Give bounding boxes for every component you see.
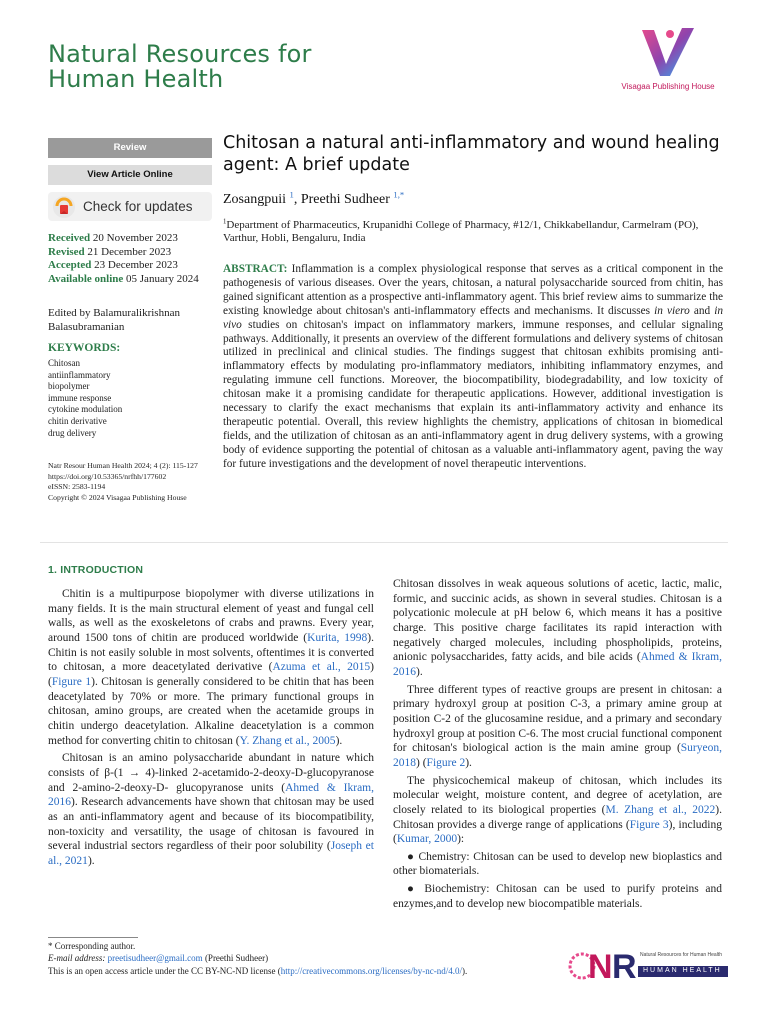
- check-updates-icon: [52, 195, 76, 219]
- footnote-rule: [48, 937, 138, 938]
- license-link[interactable]: http://creativecommons.org/licenses/by-nc-nd/4.0/: [280, 966, 462, 977]
- paragraph: Chitin is a multipurpose biopolymer with diverse utilizations in many fields. It is the main structural element of yeast and fungal cell walls, as well as the exoskeletons of crabs and prawns. Every year, around 1500 tons of chitin are produced worldwide (Kurita, 1998). Chitin is not easily soluble in most solvents, oftentimes it is converted to chitosan, a more deacetylated derivative (Azuma et al., 2015) (Figure 1). Chitosan is generally considered to be chitin that has been deacetylated by 70% or more. The primary functional groups in chitosan, amino groups, are created when the acetamide groups in chitin undergo deacetylation. Alkaline deacetylation is a common method for converting chitin to chitosan (Y. Zhang et al., 2005).: [48, 588, 374, 747]
- figure-link[interactable]: Figure 2: [426, 756, 466, 769]
- keyword: immune response: [48, 392, 112, 403]
- journal-title: [48, 42, 312, 92]
- eissn: eISSN: 2583-1194: [48, 482, 106, 492]
- citation-link[interactable]: Ahmed & Ikram, 2016: [393, 651, 722, 678]
- author-name: Zosangpuii: [223, 192, 286, 207]
- keyword: drug delivery: [48, 427, 97, 438]
- bullet-item: ● Biochemistry: Chitosan can be used to purify proteins and enzymes,and to develop new biocompatible materials.: [393, 883, 722, 910]
- email-link[interactable]: preetisudheer@gmail.com: [107, 952, 203, 963]
- date-revised: Revised 21 December 2023: [48, 245, 172, 258]
- keyword: cytokine modulation: [48, 404, 123, 415]
- nrhh-logo: [568, 944, 728, 988]
- keyword: antiinflammatory: [48, 369, 111, 380]
- check-updates-label: Check for updates: [83, 199, 193, 214]
- svg-text:N: N: [588, 948, 613, 986]
- review-badge: Review: [48, 138, 212, 158]
- date-accepted: Accepted 23 December 2023: [48, 259, 178, 271]
- publisher-logo-icon: [612, 24, 724, 84]
- affiliation-marker[interactable]: 1: [289, 189, 294, 200]
- citation-link[interactable]: Kurita, 1998: [307, 631, 368, 644]
- publisher-logo-text: Visagaa Publishing House: [621, 82, 715, 91]
- section-heading-introduction: 1. INTRODUCTION: [48, 564, 144, 576]
- copyright: Copyright © 2024 Visagaa Publishing House: [48, 492, 187, 502]
- nrhh-logo-small-text: Natural Resources for Human Health: [640, 952, 722, 958]
- citation-link[interactable]: Suryeon, 2018: [393, 742, 722, 769]
- body-column-right: [393, 577, 722, 911]
- figure-link[interactable]: Figure 1: [51, 675, 92, 688]
- section-divider: [40, 542, 728, 543]
- citation-link[interactable]: Azuma et al., 2015: [272, 661, 371, 674]
- keywords-list: [48, 358, 122, 439]
- keyword: biopolymer: [48, 381, 90, 392]
- author-list: Zosangpuii $^1$, Preethi Sudheer $^{1,*}$: [223, 189, 405, 207]
- edited-by: Edited by Balamuralikrishnan Balasubramanian: [48, 307, 180, 333]
- paragraph: The physicochemical makeup of chitosan, which includes its molecular weight, moisture content, and degree of acetylation, are closely related to its biological properties (M. Zhang et al., 2022). Chitosan provides a diverge range of applications (Figure 3), including (Kumar, 2000):: [393, 774, 723, 846]
- article-title: Chitosan a natural anti-inflammatory and wound healing agent: A brief update: [223, 133, 720, 175]
- affiliation-marker[interactable]: 1,*: [393, 189, 405, 200]
- svg-text:R: R: [612, 948, 637, 986]
- doi-link[interactable]: https://doi.org/10.53365/nrfhh/177602: [48, 471, 167, 481]
- article-meta: [48, 461, 218, 503]
- abstract: ABSTRACT: Inflammation is a complex physiological response that serves as a critical component in the pathogenesis of various diseases. Over the years, chitosan, a natural polysaccharide sourced from chitin, has gained significant attention as a prospective anti-inflammatory agent. This brief review aims to summarize the existing knowledge about chitosan's anti-inflammatory effects and mechanisms. It discusses in viero and in vivo studies on chitosan's impact on inflammatory markers, immune responses, and cellular signaling pathways. Additionally, it presents an overview of the different formulations and delivery systems of chitosan utilized in preclinical and clinical studies. The findings suggest that chitosan exhibits promising anti-inflammatory effects by modulating pro-inflammatory mediators, inhibiting inflammatory enzymes, and regulating immune cell functions. Moreover, the biocompatibility, biodegradability, and low toxicity of chitosan make it a promising candidate for therapeutic applications. However, additional investigation is necessary to clarify the exact mechanisms that explain its anti-inflammatory activity and enhance its therapeutic potential. Overall, this review highlights the chemistry, applications of chitosan in biomedical fields, and the utilization of chitosan as an anti-inflammatory agent in drug delivery systems, with a growing body of evidence supporting the potential of chitosan as a valuable anti-inflammatory agent, paving the way for future investigations and the development of novel therapeutic interventions.: [223, 263, 723, 470]
- body-column-left: [48, 587, 374, 868]
- journal-title-line2: Human Health: [48, 65, 224, 93]
- footnotes: [48, 941, 467, 978]
- email-note: E-mail address: preetisudheer@gmail.com (Preethi Sudheer): [48, 952, 269, 963]
- citation-link[interactable]: M. Zhang et al., 2022: [605, 803, 716, 816]
- check-for-updates-button[interactable]: [48, 192, 212, 221]
- citation-link[interactable]: Kumar, 2000: [396, 833, 458, 846]
- citation: Natr Resour Human Health 2024; 4 (2): 115-127: [48, 461, 198, 470]
- paragraph: Chitosan dissolves in weak aqueous solutions of acetic, lactic, malic, formic, and succinic acids, as shown in several studies. Chitosan is a polycationic molecule at pH below 6, which means it has a positive charge. This positive charge facilitates its rapid interaction with negatively charged molecules, including phospholipids, proteins, anionic polysaccharides, fatty acids, and bile acids (Ahmed & Ikram, 2016).: [393, 578, 722, 678]
- corresponding-author-note: * Corresponding author.: [48, 941, 136, 951]
- keyword: Chitosan: [48, 358, 81, 368]
- article-dates: [48, 232, 216, 286]
- journal-title-line1: Natural Resources for: [48, 40, 312, 68]
- nrhh-logo-caps: HUMAN HEALTH: [643, 967, 722, 974]
- keyword: chitin derivative: [48, 415, 107, 426]
- view-article-online-button[interactable]: View Article Online: [48, 165, 212, 185]
- nrhh-logo-icon: [568, 944, 728, 988]
- affiliation: $^1$Department of Pharmaceutics, Krupanidhi College of Pharmacy, #12/1, Chikkabellandur, Carmelram (PO), Varthur, Hobli, Bengaluru, India: [223, 218, 699, 245]
- license-note: This is an open access article under the CC BY-NC-ND license (http://creativecommons.org/licenses/by-nc-nd/4.0/).: [48, 966, 468, 977]
- date-available-online: Available online 05 January 2024: [48, 272, 199, 285]
- citation-link[interactable]: Ahmed & Ikram, 2016: [48, 781, 374, 809]
- abstract-label: ABSTRACT:: [223, 263, 288, 275]
- paragraph: Three different types of reactive groups are present in chitosan: a primary hydroxyl group at position C-3, a primary amine group at position C-2 of the glucosamine residue, and a primary and secondary hydroxyl group at position C-6. The most crucial functional component for chitosan's biological action is the main amine group (Suryeon, 2018) (Figure 2).: [393, 683, 722, 769]
- author-name: Preethi Sudheer: [300, 192, 390, 207]
- citation-link[interactable]: Joseph et al., 2021: [48, 840, 374, 867]
- bullet-item: ● Chemistry: Chitosan can be used to develop new bioplastics and other biomaterials.: [393, 850, 722, 878]
- figure-link[interactable]: Figure 3: [629, 818, 669, 831]
- date-received: Received 20 November 2023: [48, 232, 178, 244]
- keywords-heading: KEYWORDS:: [48, 342, 121, 354]
- paragraph: Chitosan is an amino polysaccharide abundant in nature which consists of β-(1 → 4)-linked 2-acetamido-2-deoxy-D-glucopyranose and 2-amino-2-deoxy-D- glucopyranose units (Ahmed & Ikram, 2016). Research advancements have shown that chitosan may be used as an anti-inflammatory agent and because of its biocompatibility, non-toxicity and versatility, the usage of chitosan is favoured in several industrial sectors regardless of their poor solubility (Joseph et al., 2021).: [48, 752, 374, 867]
- citation-link[interactable]: Y. Zhang et al., 2005: [239, 734, 336, 747]
